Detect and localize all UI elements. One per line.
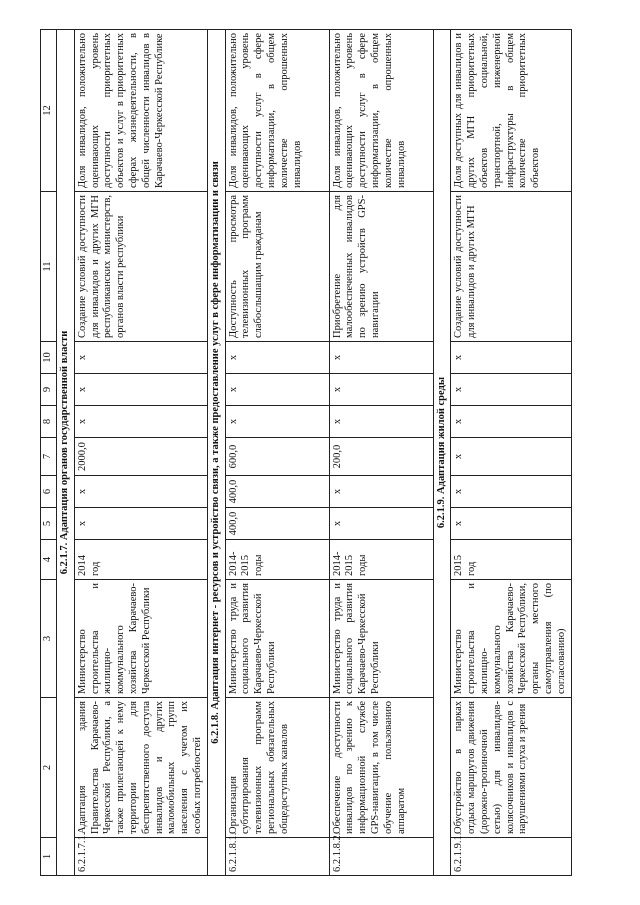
funding-value: х xyxy=(329,342,433,374)
column-number: 9 xyxy=(41,374,57,406)
term-text: 2014-2015 годы xyxy=(225,540,329,580)
measure-text: Адаптация здания Правительства Карачаево-Черкесской Республики, а также прилегающей к нему территории для беспрепятственного доступа инвалидов и других маломобильных групп населения с учетом их особых потребностей xyxy=(74,698,207,838)
section-header-row xyxy=(57,30,75,876)
column-number: 6 xyxy=(41,476,57,508)
funding-value: х xyxy=(74,476,207,508)
indicator-text: Доля инвалидов, положительно оценивающих уровень доступности приоритетных объектов и услуг в приоритетных сферах жизнедеятельности, в общей численности инвалидов в Карачаево-Черкесской Республике xyxy=(74,30,207,192)
measure-text: Организация субтитрирования телевизионных программ региональных обязательных общедоступных каналов xyxy=(225,698,329,838)
column-number: 5 xyxy=(41,508,57,540)
column-number: 1 xyxy=(41,838,57,876)
funding-value: 2000,0 xyxy=(74,438,207,476)
funding-value: х xyxy=(451,374,571,406)
funding-value: х xyxy=(329,374,433,406)
indicator-text: Доля инвалидов, положительно оценивающих уровень доступности услуг в сфере информатизации, в общем количестве опрошенных инвалидов xyxy=(225,30,329,192)
expected-result: Доступность просмотра телевизионных программ слабослышащим гражданам xyxy=(225,192,329,342)
funding-value: х xyxy=(74,374,207,406)
term-text: 2014-2015 годы xyxy=(329,540,433,580)
column-number: 4 xyxy=(41,540,57,580)
funding-value: х xyxy=(451,508,571,540)
item-number: 6.2.1.9.1. xyxy=(451,838,571,876)
item-number: 6.2.1.8.1. xyxy=(225,838,329,876)
section-title: 6.2.1.8. Адаптация интернет - ресурсов и устройство связи, а также предоставление услуг в сфере информатизации и связи xyxy=(207,30,225,876)
section-title: 6.2.1.7. Адаптация органов государственной власти xyxy=(57,30,75,876)
funding-value: х xyxy=(225,374,329,406)
funding-value: х xyxy=(329,406,433,438)
funding-value: х xyxy=(225,342,329,374)
executor-text: Министерство строительства и жилищно-коммунального хозяйства Карачаево-Черкесской Республики, органы местного самоуправления (по согласованию) xyxy=(451,580,571,698)
column-number: 8 xyxy=(41,406,57,438)
executor-text: Министерство труда и социального развития Карачаево-Черкесской Республики xyxy=(225,580,329,698)
funding-value: х xyxy=(329,508,433,540)
item-number: 6.2.1.7.1. xyxy=(74,838,207,876)
funding-value: х xyxy=(451,406,571,438)
expected-result: Создание условий доступности для инвалидов и других МГН республиканских министерств, органов власти республики xyxy=(74,192,207,342)
column-number: 2 xyxy=(41,698,57,838)
column-number: 7 xyxy=(41,438,57,476)
executor-text: Министерство труда и социального развития Карачаево-Черкесской Республики xyxy=(329,580,433,698)
funding-value: х xyxy=(329,476,433,508)
funding-value: 600,0 xyxy=(225,438,329,476)
item-number: 6.2.1.8.2. xyxy=(329,838,433,876)
program-measures-table xyxy=(40,29,572,876)
term-text: 2014 год xyxy=(74,540,207,580)
indicator-text: Доля инвалидов, положительно оценивающих уровень доступности услуг в сфере информатизации, в общем количестве опрошенных инвалидов xyxy=(329,30,433,192)
measure-text: Обустройство в парках отдыха маршрутов движения (дорожно-тропиночной сетью) для инвалидов-колясочников и инвалидов с нарушениями слуха и зрения xyxy=(451,698,571,838)
funding-value: 400,0 xyxy=(225,476,329,508)
expected-result: Приобретение для малообеспеченных инвалидов по зрению устройств GPS-навигации xyxy=(329,192,433,342)
column-number: 10 xyxy=(41,342,57,374)
column-number: 3 xyxy=(41,580,57,698)
section-header-row xyxy=(433,30,451,876)
measure-text: Обеспечение доступности инвалидов по зрению к информационной службе GPS-навигации, в том числе обучение пользованию аппаратом xyxy=(329,698,433,838)
rotated-table-wrapper xyxy=(40,30,600,876)
table-row xyxy=(74,30,207,876)
funding-value: х xyxy=(225,406,329,438)
expected-result: Создание условий доступности для инвалидов и других МГН xyxy=(451,192,571,342)
funding-value: х xyxy=(74,342,207,374)
funding-value: 200,0 xyxy=(329,438,433,476)
table-row xyxy=(225,30,329,876)
section-header-row xyxy=(207,30,225,876)
funding-value: х xyxy=(451,438,571,476)
funding-value: х xyxy=(451,476,571,508)
column-number: 12 xyxy=(41,30,57,192)
funding-value: х xyxy=(74,406,207,438)
section-title: 6.2.1.9. Адаптация жилой среды xyxy=(433,30,451,876)
executor-text: Министерство строительства и жилищно-коммунального хозяйства Карачаево-Черкесской Республики xyxy=(74,580,207,698)
table-row xyxy=(451,30,571,876)
funding-value: х xyxy=(74,508,207,540)
funding-value: х xyxy=(451,342,571,374)
term-text: 2015 год xyxy=(451,540,571,580)
column-number: 11 xyxy=(41,192,57,342)
indicator-text: Доля доступных для инвалидов и других МГН приоритетных объектов социальной, транспортной, инженерной инфраструктуры в общем количестве приоритетных объектов xyxy=(451,30,571,192)
funding-value: 400,0 xyxy=(225,508,329,540)
column-number-row xyxy=(41,30,57,876)
table-row xyxy=(329,30,433,876)
